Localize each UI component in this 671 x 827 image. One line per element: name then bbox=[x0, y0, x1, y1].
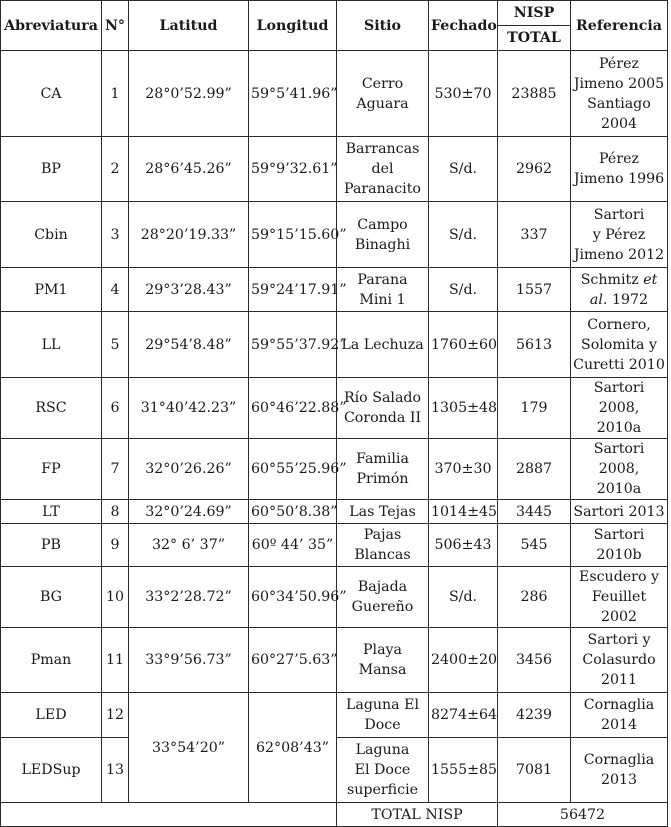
cell-date: 2400±20 bbox=[429, 628, 498, 693]
cell-nisp: 2887 bbox=[498, 439, 571, 500]
cell-site: Playa Mansa bbox=[337, 628, 429, 693]
table-row bbox=[1, 693, 668, 738]
cell-longitude: 60°34’50.96” bbox=[249, 567, 337, 628]
cell-nisp: 2962 bbox=[498, 137, 571, 202]
cell-latitude: 32° 6’ 37” bbox=[129, 524, 249, 567]
cell-date: S/d. bbox=[429, 567, 498, 628]
cell-longitude: 60º 44’ 35” bbox=[249, 524, 337, 567]
header-referencia: Referencia bbox=[571, 1, 668, 51]
total-row bbox=[1, 803, 668, 827]
cell-date: 370±30 bbox=[429, 439, 498, 500]
cell-number: 12 bbox=[102, 693, 129, 738]
table-row bbox=[1, 524, 668, 567]
cell-number: 1 bbox=[102, 51, 129, 137]
cell-nisp: 337 bbox=[498, 202, 571, 268]
header-sitio: Sitio bbox=[337, 1, 429, 51]
cell-abbr: LL bbox=[1, 312, 102, 378]
cell-abbr: PB bbox=[1, 524, 102, 567]
table-row bbox=[1, 378, 668, 439]
ref-year: 1972 bbox=[607, 291, 649, 308]
cell-reference bbox=[571, 268, 668, 312]
cell-latitude: 29°3’28.43” bbox=[129, 268, 249, 312]
cell-site: Pajas Blancas bbox=[337, 524, 429, 567]
table-row bbox=[1, 567, 668, 628]
cell-nisp: 4239 bbox=[498, 693, 571, 738]
cell-longitude: 59°5’41.96” bbox=[249, 51, 337, 137]
cell-site: Laguna El Doce superficie bbox=[337, 738, 429, 803]
cell-date: S/d. bbox=[429, 202, 498, 268]
cell-date: S/d. bbox=[429, 137, 498, 202]
cell-abbr: FP bbox=[1, 439, 102, 500]
cell-nisp: 3456 bbox=[498, 628, 571, 693]
cell-longitude: 60°55’25.96” bbox=[249, 439, 337, 500]
table-row bbox=[1, 500, 668, 524]
total-label: TOTAL NISP bbox=[337, 803, 498, 827]
cell-reference: Sartori 2008, 2010a bbox=[571, 439, 668, 500]
cell-latitude: 29°54’8.48” bbox=[129, 312, 249, 378]
cell-site: La Lechuza bbox=[337, 312, 429, 378]
cell-reference: Sartori 2013 bbox=[571, 500, 668, 524]
cell-latitude: 28°6’45.26” bbox=[129, 137, 249, 202]
cell-latitude: 31°40’42.23” bbox=[129, 378, 249, 439]
cell-site: Laguna El Doce bbox=[337, 693, 429, 738]
header-longitud: Longitud bbox=[249, 1, 337, 51]
cell-number: 3 bbox=[102, 202, 129, 268]
cell-nisp: 23885 bbox=[498, 51, 571, 137]
cell-abbr: BG bbox=[1, 567, 102, 628]
cell-date: 8274±64 bbox=[429, 693, 498, 738]
cell-number: 5 bbox=[102, 312, 129, 378]
cell-nisp: 5613 bbox=[498, 312, 571, 378]
cell-abbr: LED bbox=[1, 693, 102, 738]
cell-nisp: 3445 bbox=[498, 500, 571, 524]
cell-longitude: 60°46’22.88” bbox=[249, 378, 337, 439]
table-row bbox=[1, 628, 668, 693]
cell-site: Bajada Guereño bbox=[337, 567, 429, 628]
total-empty-cell bbox=[1, 803, 337, 827]
cell-latitude: 32°0’26.26” bbox=[129, 439, 249, 500]
cell-abbr: LEDSup bbox=[1, 738, 102, 803]
cell-longitude: 59°55’37.92” bbox=[249, 312, 337, 378]
header-nisp: NISP bbox=[498, 1, 571, 26]
cell-longitude: 59°24’17.91” bbox=[249, 268, 337, 312]
cell-abbr: LT bbox=[1, 500, 102, 524]
cell-number: 11 bbox=[102, 628, 129, 693]
total-value: 56472 bbox=[498, 803, 668, 827]
ref-et: et bbox=[643, 271, 658, 288]
cell-nisp: 179 bbox=[498, 378, 571, 439]
cell-site: Parana Mini 1 bbox=[337, 268, 429, 312]
cell-site: Cerro Aguara bbox=[337, 51, 429, 137]
cell-nisp: 286 bbox=[498, 567, 571, 628]
cell-site: Las Tejas bbox=[337, 500, 429, 524]
cell-nisp: 545 bbox=[498, 524, 571, 567]
cell-date: 1014±45 bbox=[429, 500, 498, 524]
cell-number: 9 bbox=[102, 524, 129, 567]
cell-reference: Pérez Jimeno 2005 Santiago 2004 bbox=[571, 51, 668, 137]
cell-date: 1760±60 bbox=[429, 312, 498, 378]
header-nisp-total: TOTAL bbox=[498, 26, 571, 51]
cell-latitude: 33°2’28.72” bbox=[129, 567, 249, 628]
cell-number: 4 bbox=[102, 268, 129, 312]
cell-longitude: 59°9’32.61” bbox=[249, 137, 337, 202]
cell-abbr: BP bbox=[1, 137, 102, 202]
cell-reference: Pérez Jimeno 1996 bbox=[571, 137, 668, 202]
table-row bbox=[1, 202, 668, 268]
cell-number: 7 bbox=[102, 439, 129, 500]
cell-date: 1305±48 bbox=[429, 378, 498, 439]
cell-abbr: CA bbox=[1, 51, 102, 137]
cell-longitude: 59°15’15.60” bbox=[249, 202, 337, 268]
cell-date: 530±70 bbox=[429, 51, 498, 137]
table-row bbox=[1, 51, 668, 137]
cell-longitude: 62°08’43” bbox=[249, 693, 337, 803]
table-row bbox=[1, 268, 668, 312]
cell-latitude: 32°0’24.69” bbox=[129, 500, 249, 524]
header-numero: N° bbox=[102, 1, 129, 51]
cell-latitude: 33°54’20” bbox=[129, 693, 249, 803]
header-fechado: Fechado bbox=[429, 1, 498, 51]
cell-site: Barrancas del Paranacito bbox=[337, 137, 429, 202]
cell-longitude: 60°50’8.38” bbox=[249, 500, 337, 524]
cell-number: 6 bbox=[102, 378, 129, 439]
table-row bbox=[1, 439, 668, 500]
cell-abbr: Cbin bbox=[1, 202, 102, 268]
cell-reference: Cornaglia 2014 bbox=[571, 693, 668, 738]
table-row bbox=[1, 312, 668, 378]
cell-number: 13 bbox=[102, 738, 129, 803]
cell-date: 506±43 bbox=[429, 524, 498, 567]
cell-abbr: Pman bbox=[1, 628, 102, 693]
cell-reference: Escudero y Feuillet 2002 bbox=[571, 567, 668, 628]
cell-reference: Cornero, Solomita y Curetti 2010 bbox=[571, 312, 668, 378]
cell-site: Río Salado Coronda II bbox=[337, 378, 429, 439]
header-latitud: Latitud bbox=[129, 1, 249, 51]
cell-reference: Sartori 2010b bbox=[571, 524, 668, 567]
cell-number: 8 bbox=[102, 500, 129, 524]
cell-number: 2 bbox=[102, 137, 129, 202]
ref-author: Schmitz bbox=[580, 271, 644, 288]
cell-site: Campo Binaghi bbox=[337, 202, 429, 268]
cell-abbr: PM1 bbox=[1, 268, 102, 312]
cell-abbr: RSC bbox=[1, 378, 102, 439]
cell-number: 10 bbox=[102, 567, 129, 628]
header-abreviatura: Abreviatura bbox=[1, 1, 102, 51]
cell-date: 1555±85 bbox=[429, 738, 498, 803]
cell-reference: Sartori y Colasurdo 2011 bbox=[571, 628, 668, 693]
cell-reference: Cornaglia 2013 bbox=[571, 738, 668, 803]
ref-al: al. bbox=[589, 291, 608, 308]
cell-site: Familia Primón bbox=[337, 439, 429, 500]
table-row bbox=[1, 137, 668, 202]
cell-nisp: 7081 bbox=[498, 738, 571, 803]
cell-latitude: 28°20’19.33” bbox=[129, 202, 249, 268]
cell-reference: Sartori 2008, 2010a bbox=[571, 378, 668, 439]
cell-latitude: 28°0’52.99” bbox=[129, 51, 249, 137]
header-row bbox=[1, 1, 668, 26]
cell-date: S/d. bbox=[429, 268, 498, 312]
cell-longitude: 60°27’5.63” bbox=[249, 628, 337, 693]
cell-reference: Sartori y Pérez Jimeno 2012 bbox=[571, 202, 668, 268]
cell-nisp: 1557 bbox=[498, 268, 571, 312]
cell-latitude: 33°9’56.73” bbox=[129, 628, 249, 693]
